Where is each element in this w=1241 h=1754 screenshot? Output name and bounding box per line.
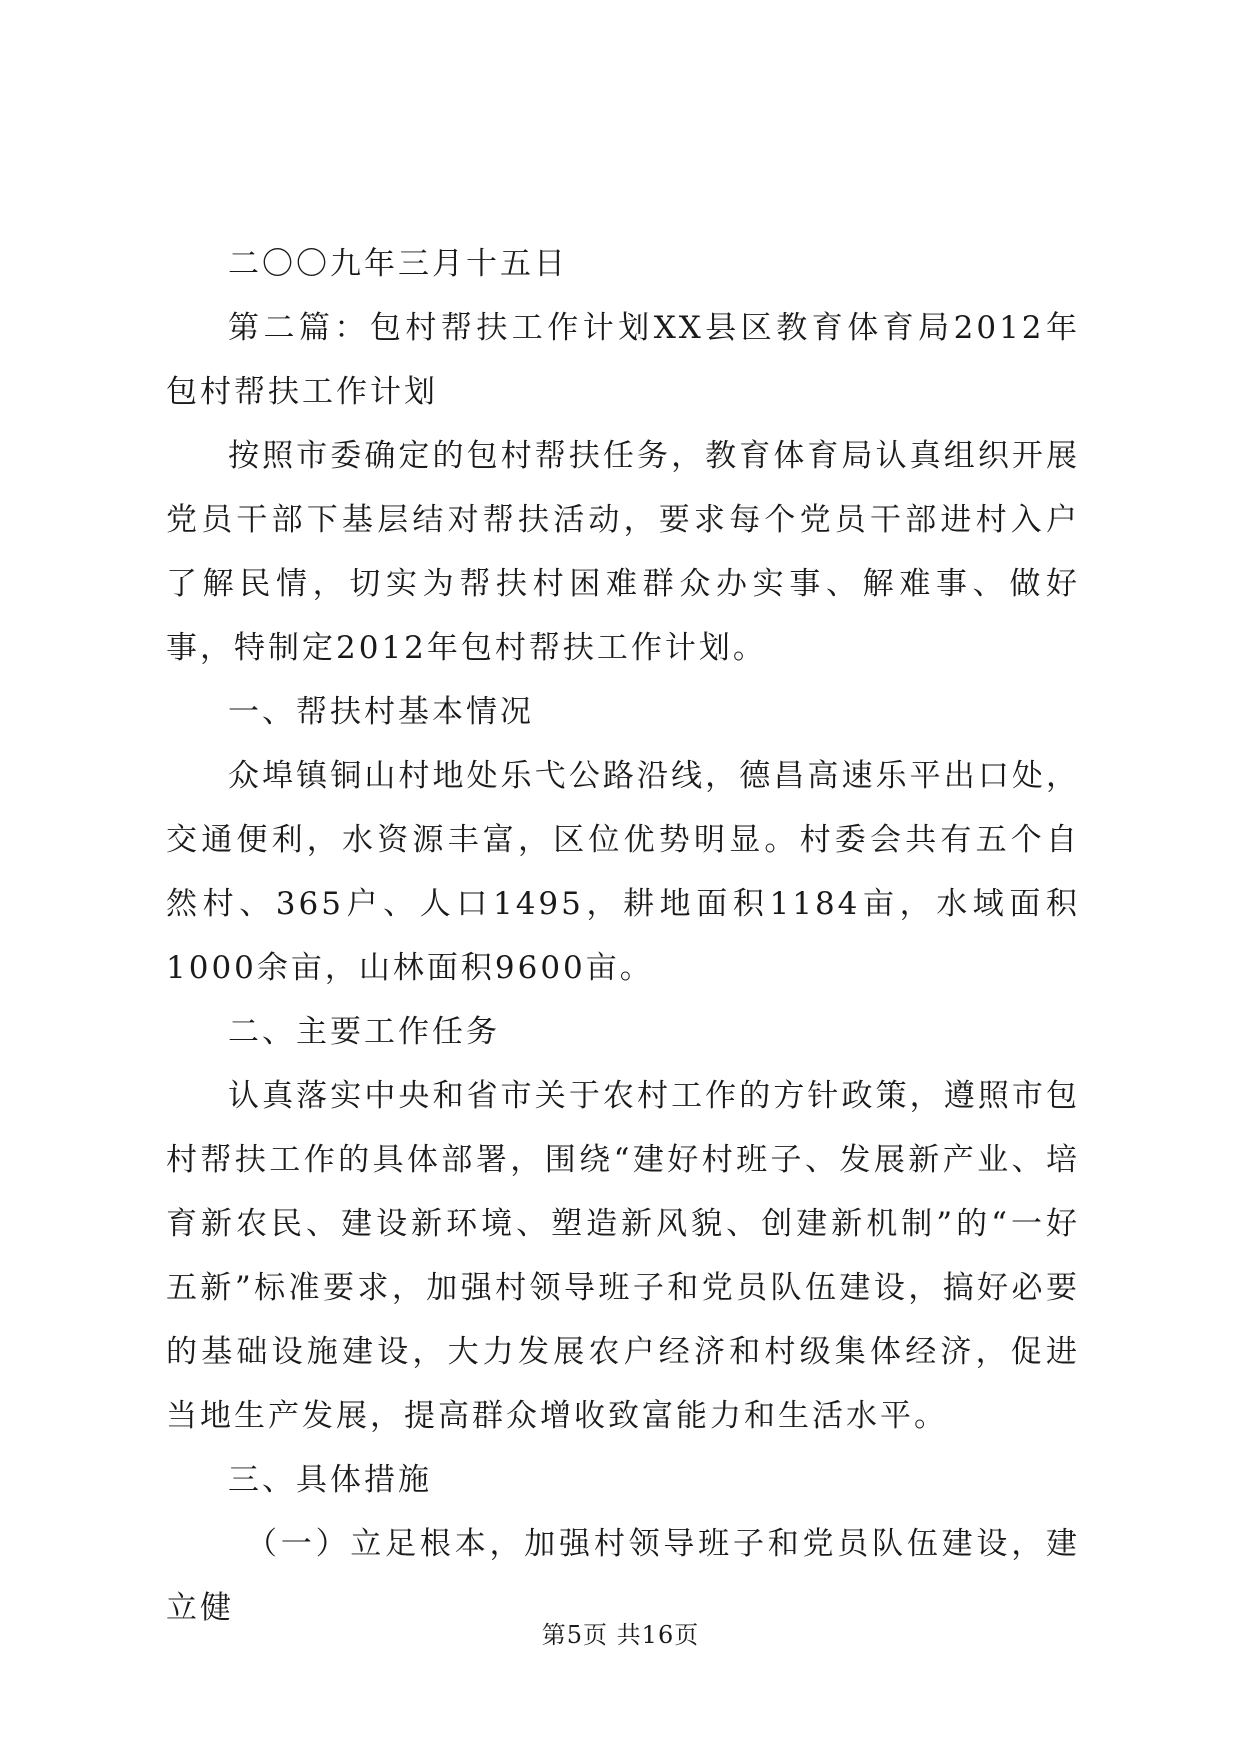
body-paragraph: 按照市委确定的包村帮扶任务，教育体育局认真组织开展党员干部下基层结对帮扶活动，要求每个党员干部进村入户了解民情，切实为帮扶村困难群众办实事、解难事、做好事，特制定2012年包村帮扶工作计划。 <box>166 438 1080 666</box>
heading-basic-situation: 一、帮扶村基本情况 <box>228 694 534 730</box>
heading-measures: 三、具体措施 <box>228 1462 432 1498</box>
date-line: 二〇〇九年三月十五日 <box>228 246 568 282</box>
heading-main-tasks: 二、主要工作任务 <box>228 1014 500 1050</box>
body-paragraph: 认真落实中央和省市关于农村工作的方针政策，遵照市包村帮扶工作的具体部署，围绕“建好村班子、发展新产业、培育新农民、建设新环境、塑造新风貌、创建新机制”的“一好五新”标准要求，加强村领导班子和党员队伍建设，搞好必要的基础设施建设，大力发展农户经济和村级集体经济，促进当地生产发展，提高群众增收致富能力和生活水平。 <box>166 1078 1080 1434</box>
page-number-footer: 第5页 共16页 <box>541 1621 700 1649</box>
section-title: 第二篇：包村帮扶工作计划XX县区教育体育局2012年包村帮扶工作计划 <box>166 310 1080 410</box>
subheading-measure-one: （一）立足根本，加强村领导班子和党员队伍建设，建立健 <box>166 1526 1080 1626</box>
document-body <box>166 232 1080 1640</box>
body-paragraph: 众埠镇铜山村地处乐弋公路沿线，德昌高速乐平出口处，交通便利，水资源丰富，区位优势明显。村委会共有五个自然村、365户、人口1495，耕地面积1184亩，水域面积1000余亩，山林面积9600亩。 <box>166 758 1080 986</box>
